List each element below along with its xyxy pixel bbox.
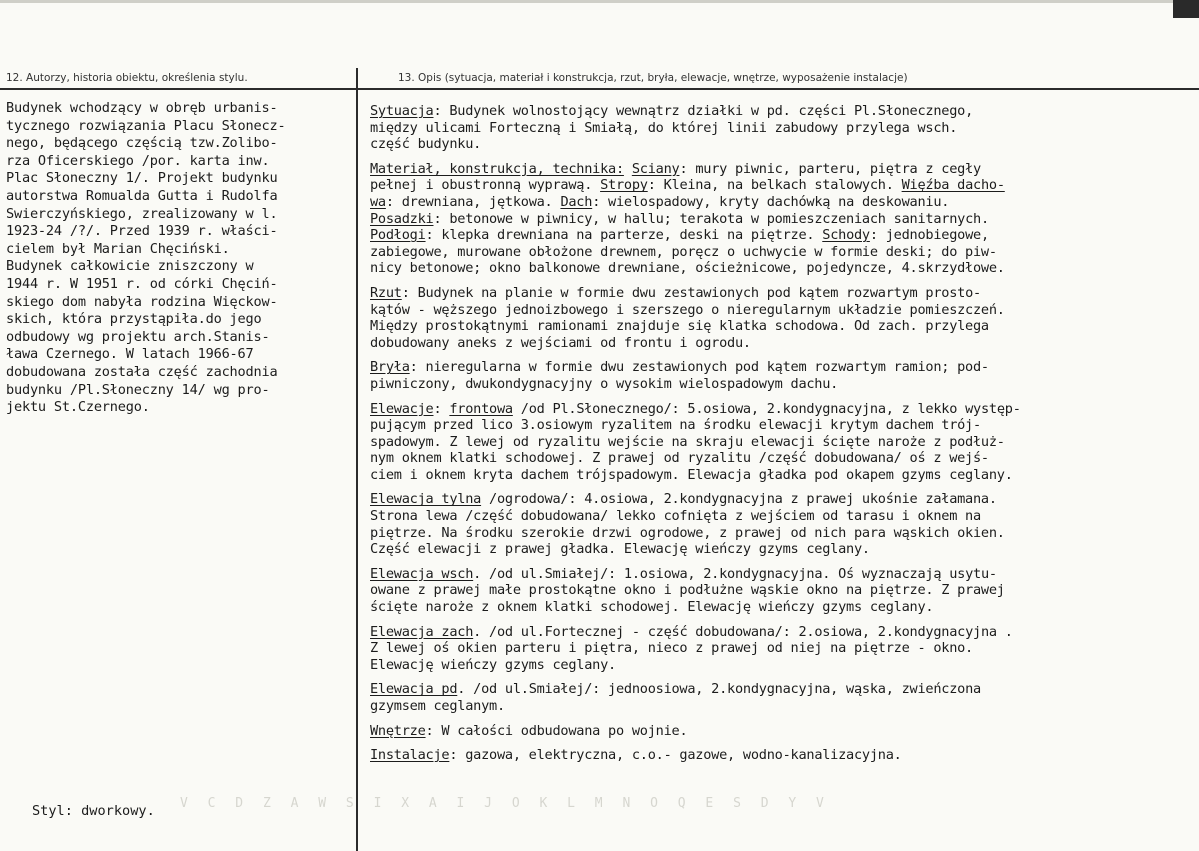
description-line	[370, 599, 1194, 616]
section-heading: frontowa	[449, 400, 513, 417]
description-line	[370, 450, 1194, 467]
text-run: zabiegowe, murowane obłożone drewnem, poręcz o uchwycie w formie deski; do piw-	[370, 243, 997, 260]
description-line	[370, 335, 1194, 352]
section-heading: Materiał, konstrukcja, technika:	[370, 160, 624, 177]
history-line: Swierczyńskiego, zrealizowany w l.	[6, 205, 278, 222]
text-run: : jednobiegowe,	[869, 227, 989, 244]
description-line	[370, 359, 1194, 376]
history-line: ława Czernego. W latach 1966-67	[6, 346, 254, 363]
text-run: nym oknem klatki schodowej. Z prawej od ryzalitu /część dobudowana/ oś z wejś-	[370, 450, 989, 467]
section-heading: Rzut	[370, 284, 402, 301]
section-heading: Stropy	[600, 177, 648, 194]
history-line: 1923-24 /?/. Przed 1939 r. właści-	[6, 223, 278, 240]
section-heading: Posadzki	[370, 210, 434, 227]
history-line: skiego dom nabyła rodzina Więckow-	[6, 293, 278, 310]
text-run: ciem i oknem kryta dachem trójspadowym. Elewacja gładka pod okapem gzyms ceglany.	[370, 466, 1013, 483]
description-section	[370, 566, 1194, 616]
description-line	[370, 491, 1194, 508]
text-run: Strona lewa /część dobudowana/ lekko cofnięta z wejściem od tarasu i oknem na	[370, 508, 981, 525]
text-run: piętrze. Na środku szerokie drzwi ogrodowe, z prawej od nich para wąskich okien.	[370, 524, 1005, 541]
history-column	[6, 100, 354, 417]
text-run: . /od ul.Fortecznej - część dobudowana/: 2.osiowa, 2.kondygnacyjna .	[473, 623, 1013, 640]
description-line	[370, 103, 1194, 120]
text-run: : drewniana, jętkowa.	[385, 193, 561, 210]
text-run: kątów - węższego jednoizbowego i szerszego o nieregularnym układzie pomieszczeń.	[370, 301, 1005, 318]
description-section	[370, 401, 1194, 484]
history-line: budynku /Pl.Słoneczny 14/ wg pro-	[6, 381, 270, 398]
text-run: : betonowe w piwnicy, w hallu; terakota w pomieszczeniach sanitarnych.	[433, 210, 989, 227]
history-line: Budynek wchodzący w obręb urbanis-	[6, 100, 278, 116]
text-run: :	[433, 400, 450, 417]
text-run: pującym przed lico 3.osiowym ryzalitem na środku elewacji krytym dachem trój-	[370, 417, 981, 434]
description-line	[370, 698, 1194, 715]
text-run: : Budynek na planie w formie dwu zestawionych pod kątem rozwartym prosto-	[401, 284, 981, 301]
text-run: Część elewacji z prawej gładka. Elewację wieńczy gzyms ceglany.	[370, 541, 870, 558]
history-line: nego, będącego częścią tzw.Zolibo-	[6, 135, 278, 152]
description-line	[370, 747, 1194, 764]
description-line	[370, 541, 1194, 558]
section-heading: Schody	[822, 227, 870, 244]
history-line: Budynek całkowicie zniszczony w	[6, 258, 254, 275]
text-run: owane z prawej małe prostokątne okno i podłużne wąskie okno na piętrze. Z prawej	[370, 582, 1005, 599]
section-heading: Elewacja pd	[370, 681, 458, 698]
description-line	[370, 227, 1194, 244]
description-line	[370, 434, 1194, 451]
section-heading: Elewacja wsch	[370, 565, 474, 582]
description-line	[370, 566, 1194, 583]
text-run: : wielospadowy, kryty dachówką na deskowaniu.	[592, 193, 950, 210]
history-header-label: 12. Autorzy, historia obiektu, określenia stylu.	[6, 72, 248, 84]
description-line	[370, 285, 1194, 302]
text-run: dobudowany aneks z wejściami od frontu i ogrodu.	[370, 334, 751, 351]
description-line	[370, 640, 1194, 657]
section-heading: Sciany	[631, 160, 680, 177]
card-top-edge	[0, 0, 1199, 3]
text-run: . /od ul.Smiałej/: 1.osiowa, 2.kondygnacyjna. Oś wyznaczają usytu-	[473, 565, 997, 582]
history-line: odbudowy wg projektu arch.Stanis-	[6, 328, 270, 345]
description-section	[370, 103, 1194, 153]
description-line	[370, 161, 1194, 178]
text-run: piwniczony, dwukondygnacyjny o wysokim wielospadowym dachu.	[370, 375, 839, 392]
section-heading: Sytuacja	[370, 103, 434, 119]
description-line	[370, 260, 1194, 277]
text-run: . /od ul.Smiałej/: jednoosiowa, 2.kondygnacyjna, wąska, zwieńczona	[457, 681, 981, 698]
style-label: Styl: dworkowy.	[32, 803, 155, 819]
description-line	[370, 244, 1194, 261]
description-line	[370, 401, 1194, 418]
description-section	[370, 681, 1194, 714]
description-line	[370, 624, 1194, 641]
header-rule	[0, 88, 1199, 90]
description-line	[370, 211, 1194, 228]
text-run: : nieregularna w formie dwu zestawionych pod kątem rozwartym ramion; pod-	[409, 359, 989, 376]
description-line	[370, 318, 1194, 335]
section-heading: Dach	[560, 193, 593, 210]
description-section	[370, 491, 1194, 557]
text-run: pełnej i obustronną wyprawą.	[370, 177, 601, 194]
history-line: cielem był Marian Chęciński.	[6, 240, 230, 257]
description-line	[370, 723, 1194, 740]
text-run: /ogrodowa/: 4.osiowa, 2.kondygnacyjna z prawej ukośnie załamana.	[481, 491, 997, 508]
section-heading: Elewacje	[370, 400, 434, 417]
description-column	[370, 103, 1194, 772]
text-run: Między prostokątnymi ramionami znajduje się klatka schodowa. Od zach. przylega	[370, 318, 989, 335]
description-line	[370, 376, 1194, 393]
text-run: między ulicami Forteczną i Smiałą, do której linii zabudowy przylega wsch.	[370, 119, 958, 136]
text-run: : W całości odbudowana po wojnie.	[425, 722, 688, 739]
section-heading: Elewacja tylna	[370, 491, 482, 508]
history-line: tycznego rozwiązania Placu Słonecz-	[6, 117, 286, 134]
description-line	[370, 136, 1194, 153]
text-run: : Budynek wolnostojący wewnątrz działki w pd. części Pl.Słonecznego,	[433, 103, 974, 119]
text-run: spadowym. Z lewej od ryzalitu wejście na skraju elewacji ścięte naroże z podłuż-	[370, 433, 1005, 450]
text-run: : mury piwnic, parteru, piętra z cegły	[679, 160, 981, 177]
description-line	[370, 681, 1194, 698]
section-heading: Podłogi	[370, 227, 426, 244]
text-run: : Kleina, na belkach stalowych.	[647, 177, 902, 194]
corner-mark	[1173, 0, 1199, 18]
history-line: jektu St.Czernego.	[6, 399, 150, 416]
description-section	[370, 624, 1194, 674]
history-line: 1944 r. W 1951 r. od córki Chęciń-	[6, 275, 278, 292]
history-line: skich, która przystąpiła.do jego	[6, 311, 262, 328]
text-run: Elewację wieńczy gzyms ceglany.	[370, 656, 616, 673]
description-section	[370, 359, 1194, 392]
section-heading: Wnętrze	[370, 722, 426, 739]
section-heading: Elewacja zach	[370, 623, 474, 640]
description-line	[370, 177, 1194, 194]
text-run: ścięte naroże z oknem klatki schodowej. Elewację wieńczy gzyms ceglany.	[370, 599, 934, 616]
history-line: autorstwa Romualda Gutta i Rudolfa	[6, 187, 278, 204]
description-line	[370, 582, 1194, 599]
history-line: dobudowana została część zachodnia	[6, 363, 278, 380]
description-line	[370, 120, 1194, 137]
history-line: rza Oficerskiego /por. karta inw.	[6, 152, 270, 169]
description-line	[370, 657, 1194, 674]
history-line: Plac Słoneczny 1/. Projekt budynku	[6, 170, 278, 187]
column-divider	[356, 68, 358, 851]
text-run: gzymsem ceglanym.	[370, 698, 505, 714]
description-line	[370, 467, 1194, 484]
description-line	[370, 302, 1194, 319]
description-section	[370, 723, 1194, 740]
description-line	[370, 508, 1194, 525]
text-run	[624, 161, 632, 177]
text-run: Z lewej oś okien parteru i piętra, nieco z prawej od niej na piętrze - okno.	[370, 640, 973, 657]
section-heading: wa	[370, 193, 386, 210]
section-heading: Więźba dacho-	[901, 177, 1005, 194]
section-heading: Instalacje	[370, 747, 450, 764]
description-line	[370, 194, 1194, 211]
text-run: nicy betonowe; okno balkonowe drewniane, ościeżnicowe, pojedyncze, 4.skrzydłowe.	[370, 260, 1005, 277]
section-heading: Bryła	[370, 359, 410, 376]
description-section	[370, 161, 1194, 277]
text-run: : gazowa, elektryczna, c.o.- gazowe, wodno-kanalizacyjna.	[449, 747, 902, 764]
description-line	[370, 525, 1194, 542]
text-run: /od Pl.Słonecznego/: 5.osiowa, 2.kondygnacyjna, z lekko występ-	[512, 400, 1021, 417]
faint-letter-strip: V C D Z A W S I X A I J O K L M N O Q E S D Y V	[180, 796, 830, 811]
description-header-label: 13. Opis (sytuacja, materiał i konstrukcja, rzut, bryła, elewacje, wnętrze, wyposażenie instalacje)	[398, 72, 908, 84]
description-section	[370, 747, 1194, 764]
description-section	[370, 285, 1194, 351]
description-line	[370, 417, 1194, 434]
text-run: część budynku.	[370, 136, 482, 153]
text-run: : klepka drewniana na parterze, deski na piętrze.	[425, 227, 823, 244]
